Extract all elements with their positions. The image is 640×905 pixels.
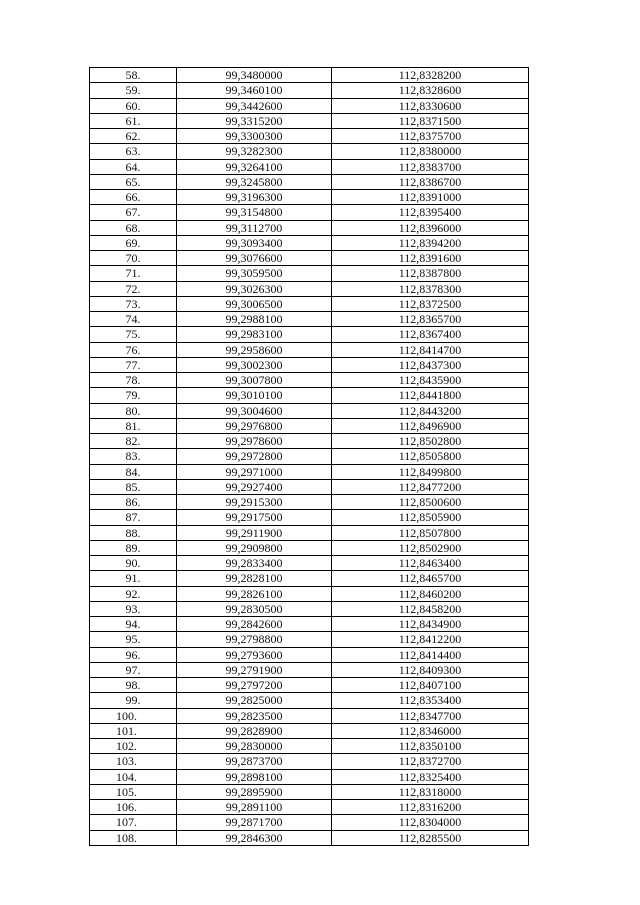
point-number-cell: 75. [90,327,177,342]
point-number-cell: 86. [90,495,177,510]
point-number-cell: 96. [90,647,177,662]
coordinate-y-cell: 112,8391000 [332,190,529,205]
point-number-cell: 82. [90,434,177,449]
coordinate-x-cell: 99,2978600 [177,434,332,449]
coordinate-y-cell: 112,8318000 [332,784,529,799]
coordinate-y-cell: 112,8395400 [332,205,529,220]
point-number-cell: 66. [90,190,177,205]
coordinate-y-cell: 112,8328200 [332,68,529,83]
table-row [90,723,529,738]
table-row [90,815,529,830]
coordinate-y-cell: 112,8414400 [332,647,529,662]
table-row [90,159,529,174]
point-number-cell: 69. [90,235,177,250]
table-row [90,281,529,296]
table-row [90,190,529,205]
table-row [90,129,529,144]
coordinate-x-cell: 99,3002300 [177,357,332,372]
coordinate-x-cell: 99,2798800 [177,632,332,647]
point-number-cell: 68. [90,220,177,235]
coordinate-x-cell: 99,3480000 [177,68,332,83]
point-number-cell: 101. [90,723,177,738]
coordinate-y-cell: 112,8367400 [332,327,529,342]
point-number-cell: 58. [90,68,177,83]
coordinate-x-cell: 99,2791900 [177,662,332,677]
coordinate-y-cell: 112,8477200 [332,479,529,494]
table-row [90,525,529,540]
coordinate-x-cell: 99,2972800 [177,449,332,464]
point-number-cell: 60. [90,98,177,113]
point-number-cell: 81. [90,418,177,433]
coordinate-x-cell: 99,2911900 [177,525,332,540]
table-row [90,312,529,327]
table-row [90,113,529,128]
coordinate-y-cell: 112,8375700 [332,129,529,144]
coordinate-y-cell: 112,8463400 [332,556,529,571]
coordinate-x-cell: 99,2891100 [177,800,332,815]
coordinate-x-cell: 99,3264100 [177,159,332,174]
coordinate-y-cell: 112,8387800 [332,266,529,281]
table-row [90,266,529,281]
table-row [90,296,529,311]
coordinate-y-cell: 112,8386700 [332,174,529,189]
coordinates-table [89,67,529,846]
coordinate-x-cell: 99,2833400 [177,556,332,571]
point-number-cell: 61. [90,113,177,128]
table-row [90,540,529,555]
coordinate-x-cell: 99,2842600 [177,617,332,632]
table-row [90,632,529,647]
coordinate-y-cell: 112,8443200 [332,403,529,418]
point-number-cell: 78. [90,373,177,388]
table-row [90,342,529,357]
table-row [90,388,529,403]
table-row [90,83,529,98]
coordinate-y-cell: 112,8505900 [332,510,529,525]
point-number-cell: 62. [90,129,177,144]
point-number-cell: 87. [90,510,177,525]
table-row [90,251,529,266]
point-number-cell: 108. [90,830,177,845]
coordinate-x-cell: 99,3006500 [177,296,332,311]
point-number-cell: 80. [90,403,177,418]
point-number-cell: 72. [90,281,177,296]
coordinate-y-cell: 112,8465700 [332,571,529,586]
coordinate-x-cell: 99,2895900 [177,784,332,799]
coordinate-x-cell: 99,3026300 [177,281,332,296]
coordinate-y-cell: 112,8378300 [332,281,529,296]
coordinate-y-cell: 112,8346000 [332,723,529,738]
coordinate-y-cell: 112,8499800 [332,464,529,479]
coordinate-y-cell: 112,8396000 [332,220,529,235]
point-number-cell: 91. [90,571,177,586]
coordinate-y-cell: 112,8365700 [332,312,529,327]
coordinate-x-cell: 99,3112700 [177,220,332,235]
coordinate-y-cell: 112,8316200 [332,800,529,815]
coordinate-y-cell: 112,8347700 [332,708,529,723]
coordinate-x-cell: 99,2871700 [177,815,332,830]
coordinate-x-cell: 99,3154800 [177,205,332,220]
table-row [90,418,529,433]
coordinate-y-cell: 112,8409300 [332,662,529,677]
table-row [90,586,529,601]
point-number-cell: 107. [90,815,177,830]
coordinate-y-cell: 112,8502900 [332,540,529,555]
table-row [90,678,529,693]
coordinate-x-cell: 99,3059500 [177,266,332,281]
point-number-cell: 99. [90,693,177,708]
table-row [90,830,529,845]
coordinate-y-cell: 112,8372500 [332,296,529,311]
table-row [90,434,529,449]
table-row [90,235,529,250]
coordinate-y-cell: 112,8391600 [332,251,529,266]
coordinate-y-cell: 112,8372700 [332,754,529,769]
point-number-cell: 79. [90,388,177,403]
coordinate-x-cell: 99,3076600 [177,251,332,266]
point-number-cell: 95. [90,632,177,647]
point-number-cell: 104. [90,769,177,784]
coordinate-y-cell: 112,8496900 [332,418,529,433]
coordinate-x-cell: 99,2793600 [177,647,332,662]
point-number-cell: 85. [90,479,177,494]
table-row [90,68,529,83]
table-row [90,617,529,632]
coordinate-x-cell: 99,3010100 [177,388,332,403]
coordinate-y-cell: 112,8394200 [332,235,529,250]
point-number-cell: 93. [90,601,177,616]
point-number-cell: 77. [90,357,177,372]
coordinate-x-cell: 99,2898100 [177,769,332,784]
table-row [90,556,529,571]
point-number-cell: 90. [90,556,177,571]
point-number-cell: 89. [90,540,177,555]
coordinate-x-cell: 99,2830500 [177,601,332,616]
coordinate-x-cell: 99,2971000 [177,464,332,479]
coordinate-x-cell: 99,2828900 [177,723,332,738]
coordinate-y-cell: 112,8383700 [332,159,529,174]
point-number-cell: 70. [90,251,177,266]
coordinate-y-cell: 112,8325400 [332,769,529,784]
table-row [90,662,529,677]
point-number-cell: 63. [90,144,177,159]
coordinate-y-cell: 112,8304000 [332,815,529,830]
coordinate-x-cell: 99,2830000 [177,739,332,754]
coordinate-y-cell: 112,8435900 [332,373,529,388]
table-row [90,754,529,769]
point-number-cell: 88. [90,525,177,540]
coordinate-x-cell: 99,2909800 [177,540,332,555]
coordinate-x-cell: 99,3300300 [177,129,332,144]
point-number-cell: 59. [90,83,177,98]
coordinate-x-cell: 99,3093400 [177,235,332,250]
coordinate-x-cell: 99,2846300 [177,830,332,845]
table-row [90,144,529,159]
table-row [90,357,529,372]
point-number-cell: 67. [90,205,177,220]
table-row [90,220,529,235]
table-row [90,647,529,662]
table-row [90,708,529,723]
coordinate-x-cell: 99,2927400 [177,479,332,494]
point-number-cell: 73. [90,296,177,311]
coordinate-y-cell: 112,8434900 [332,617,529,632]
table-row [90,601,529,616]
coordinate-y-cell: 112,8414700 [332,342,529,357]
table-row [90,174,529,189]
table-row [90,495,529,510]
coordinate-x-cell: 99,3196300 [177,190,332,205]
coordinate-x-cell: 99,3007800 [177,373,332,388]
point-number-cell: 76. [90,342,177,357]
coordinate-y-cell: 112,8412200 [332,632,529,647]
coordinate-y-cell: 112,8285500 [332,830,529,845]
coordinate-x-cell: 99,2917500 [177,510,332,525]
table-row [90,479,529,494]
coordinate-y-cell: 112,8328600 [332,83,529,98]
point-number-cell: 94. [90,617,177,632]
coordinate-y-cell: 112,8458200 [332,601,529,616]
coordinate-y-cell: 112,8460200 [332,586,529,601]
coordinate-y-cell: 112,8507800 [332,525,529,540]
table-row [90,784,529,799]
coordinate-y-cell: 112,8350100 [332,739,529,754]
point-number-cell: 83. [90,449,177,464]
point-number-cell: 84. [90,464,177,479]
point-number-cell: 98. [90,678,177,693]
point-number-cell: 71. [90,266,177,281]
table-row [90,693,529,708]
coordinate-x-cell: 99,2988100 [177,312,332,327]
coordinate-y-cell: 112,8505800 [332,449,529,464]
coordinate-y-cell: 112,8371500 [332,113,529,128]
coordinate-x-cell: 99,2873700 [177,754,332,769]
coordinate-y-cell: 112,8407100 [332,678,529,693]
table-row [90,739,529,754]
coordinate-y-cell: 112,8502800 [332,434,529,449]
coordinate-x-cell: 99,3004600 [177,403,332,418]
table-row [90,464,529,479]
table-row [90,449,529,464]
coordinate-y-cell: 112,8437300 [332,357,529,372]
coordinate-x-cell: 99,3460100 [177,83,332,98]
coordinate-y-cell: 112,8330600 [332,98,529,113]
coordinate-x-cell: 99,2983100 [177,327,332,342]
coordinate-y-cell: 112,8353400 [332,693,529,708]
table-row [90,571,529,586]
coordinate-x-cell: 99,2915300 [177,495,332,510]
point-number-cell: 100. [90,708,177,723]
point-number-cell: 105. [90,784,177,799]
table-row [90,403,529,418]
coordinate-x-cell: 99,3315200 [177,113,332,128]
coordinate-x-cell: 99,2958600 [177,342,332,357]
coordinates-table-body [90,68,529,846]
point-number-cell: 97. [90,662,177,677]
table-row [90,98,529,113]
coordinate-y-cell: 112,8380000 [332,144,529,159]
table-row [90,769,529,784]
coordinate-y-cell: 112,8441800 [332,388,529,403]
point-number-cell: 65. [90,174,177,189]
coordinate-x-cell: 99,2823500 [177,708,332,723]
table-row [90,327,529,342]
coordinate-x-cell: 99,3442600 [177,98,332,113]
point-number-cell: 103. [90,754,177,769]
coordinate-x-cell: 99,3282300 [177,144,332,159]
coordinate-y-cell: 112,8500600 [332,495,529,510]
coordinate-x-cell: 99,2976800 [177,418,332,433]
point-number-cell: 106. [90,800,177,815]
coordinate-x-cell: 99,2797200 [177,678,332,693]
table-row [90,373,529,388]
point-number-cell: 102. [90,739,177,754]
coordinate-x-cell: 99,2825000 [177,693,332,708]
table-row [90,205,529,220]
coordinate-x-cell: 99,2828100 [177,571,332,586]
point-number-cell: 74. [90,312,177,327]
table-row [90,510,529,525]
point-number-cell: 64. [90,159,177,174]
coordinate-x-cell: 99,2826100 [177,586,332,601]
table-row [90,800,529,815]
point-number-cell: 92. [90,586,177,601]
coordinate-x-cell: 99,3245800 [177,174,332,189]
